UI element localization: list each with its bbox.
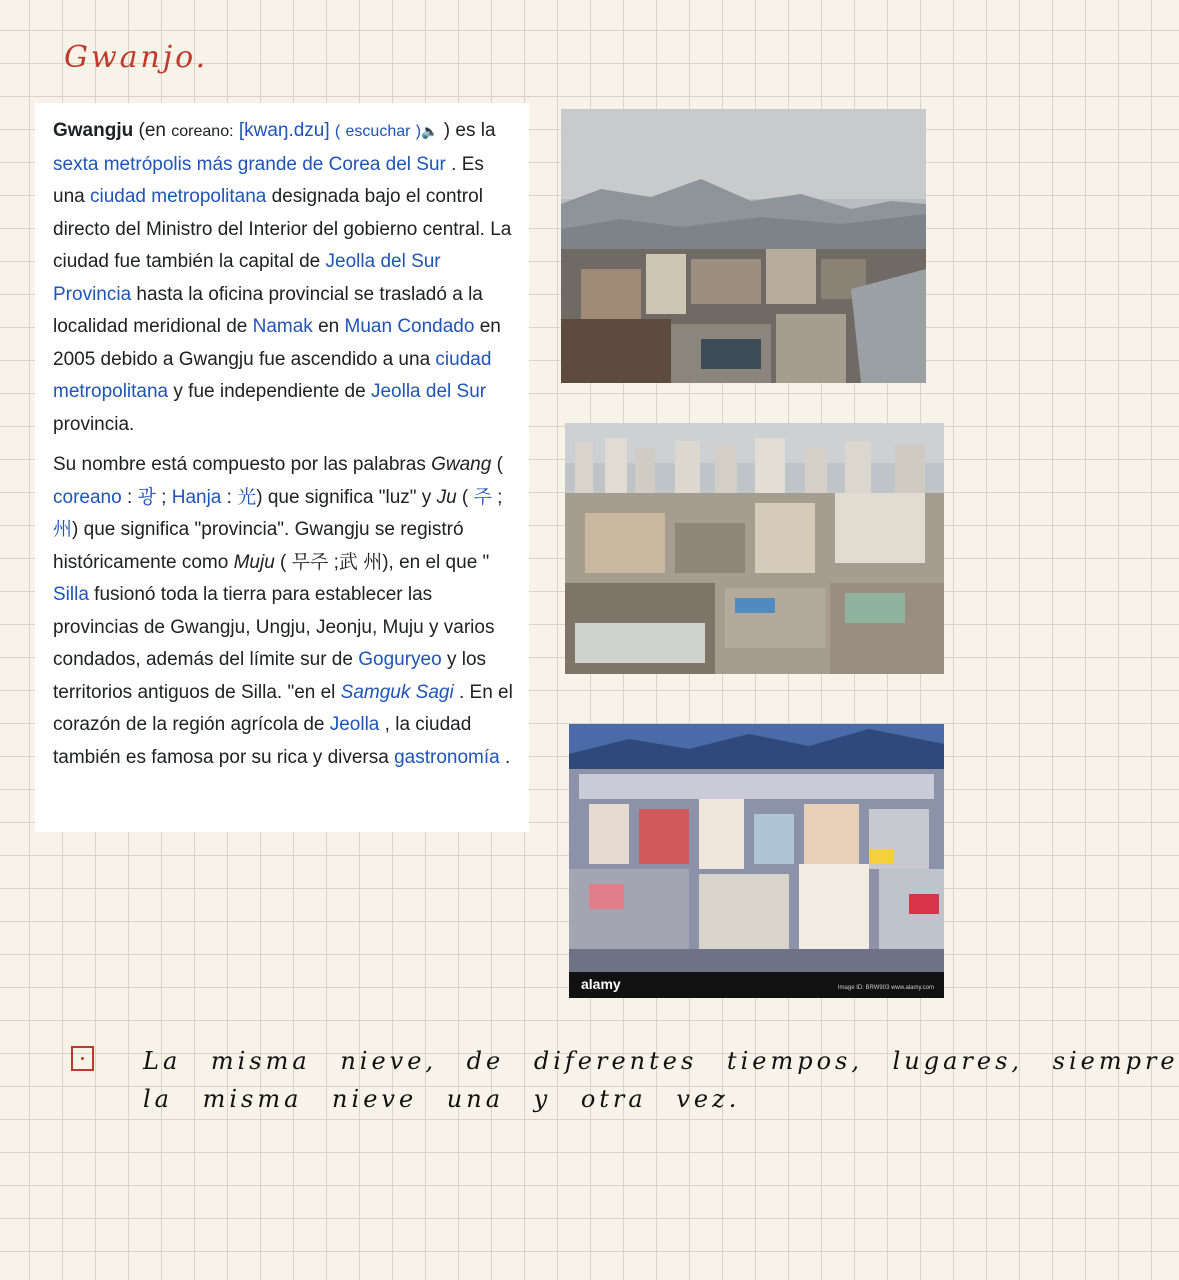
text: provincia.: [53, 413, 135, 435]
link-sexta-metropolis[interactable]: sexta metrópolis más grande de Corea del Sur: [53, 153, 446, 175]
city-photo-2-graphic: [565, 423, 944, 674]
link-gwang-hanja[interactable]: 光: [237, 486, 257, 508]
link-ju-hangul[interactable]: 주: [473, 486, 492, 508]
language-label: coreano:: [171, 123, 234, 140]
ipa-link[interactable]: [kwaŋ.dzu]: [238, 120, 330, 141]
text: . En el corazón de la región agrícola de: [53, 681, 513, 735]
listen-close: ): [415, 123, 422, 140]
link-jeolla-del-sur-provincia[interactable]: Jeolla del Sur Provincia: [53, 251, 441, 305]
handwritten-note: [143, 1042, 1179, 1118]
city-photo-1: [561, 109, 926, 383]
text: fusionó toda la tierra para establecer las provincias de Gwangju, Ungju, Jeonju, Muju y varios condados, además del límite sur de: [53, 584, 495, 670]
note-line-2: la misma nieve una y otra vez.: [143, 1085, 741, 1113]
paragraph-1: [53, 115, 515, 441]
link-hanja[interactable]: Hanja: [171, 486, 222, 508]
term-gwang: Gwang: [431, 454, 492, 475]
watermark-logo: alamy: [581, 976, 621, 992]
link-gastronomia[interactable]: gastronomía: [394, 746, 500, 768]
text: (: [456, 486, 474, 508]
term-muju: Muju: [233, 551, 275, 573]
text: ) que significa "provincia". Gwangju se registró históricamente como: [53, 519, 464, 573]
link-jeolla-del-sur[interactable]: Jeolla del Sur: [370, 381, 487, 402]
text: ) que significa "luz" y: [256, 486, 437, 508]
text: . Es una: [53, 153, 484, 207]
city-photo-3-graphic: [569, 724, 944, 998]
text: (en: [133, 120, 172, 141]
link-ciudad-metropolitana-2[interactable]: ciudad metropolitana: [53, 348, 492, 402]
text: ( 무주 ;武 州), en el que ": [274, 551, 490, 573]
text: hasta la oficina provincial se trasladó a la localidad meridional de: [53, 283, 483, 337]
text: designada bajo el control directo del Ministro del Interior del gobierno central. La ciudad fue también la capital de: [53, 186, 512, 272]
term-bold: Gwangju: [53, 120, 134, 141]
handwritten-title: Gwanjo.: [64, 40, 209, 75]
text: (: [491, 454, 503, 475]
city-photo-1-graphic: [561, 109, 926, 383]
text: y fue independiente de: [168, 381, 371, 402]
link-goguryeo[interactable]: Goguryeo: [358, 649, 442, 670]
text: ;: [155, 486, 172, 508]
text: en 2005 debido a Gwangju fue ascendido a una: [53, 316, 501, 370]
text: ) es la: [438, 120, 496, 141]
city-photo-3: [569, 724, 944, 998]
link-gwang-hangul[interactable]: 광: [137, 486, 156, 508]
text: en: [312, 316, 345, 337]
link-namak[interactable]: Namak: [252, 316, 313, 337]
text: :: [121, 486, 138, 508]
note-line-1: La misma nieve, de diferentes tiempos, lugares, siempre: [143, 1047, 1179, 1075]
listen-open: (: [334, 123, 341, 140]
text: , la ciudad también es famosa por su rica y diversa: [53, 714, 472, 768]
text: :: [221, 486, 238, 508]
link-samguk-sagi[interactable]: Samguk Sagi: [340, 681, 454, 703]
link-coreano[interactable]: coreano: [53, 486, 122, 508]
text: Su nombre está compuesto por las palabras: [53, 454, 432, 475]
text: ;: [491, 486, 503, 508]
paragraph-2: [53, 449, 515, 774]
todo-checkbox[interactable]: [71, 1046, 94, 1071]
wikipedia-excerpt: [35, 103, 529, 832]
listen-link[interactable]: escuchar: [345, 123, 411, 140]
text: .: [499, 746, 511, 768]
link-jeolla[interactable]: Jeolla: [329, 714, 380, 735]
term-ju: Ju: [436, 486, 457, 508]
watermark-image-id: Image ID: BRW903 www.alamy.com: [837, 985, 934, 991]
city-photo-2: [565, 423, 944, 674]
text: y los territorios antiguos de Silla. "en el: [53, 649, 487, 703]
link-muan-condado[interactable]: Muan Condado: [344, 316, 475, 337]
speaker-icon[interactable]: 🔈: [421, 123, 439, 139]
link-silla[interactable]: Silla: [53, 584, 89, 605]
link-ju-hanja[interactable]: 州: [53, 519, 73, 540]
link-ciudad-metropolitana[interactable]: ciudad metropolitana: [89, 186, 267, 207]
